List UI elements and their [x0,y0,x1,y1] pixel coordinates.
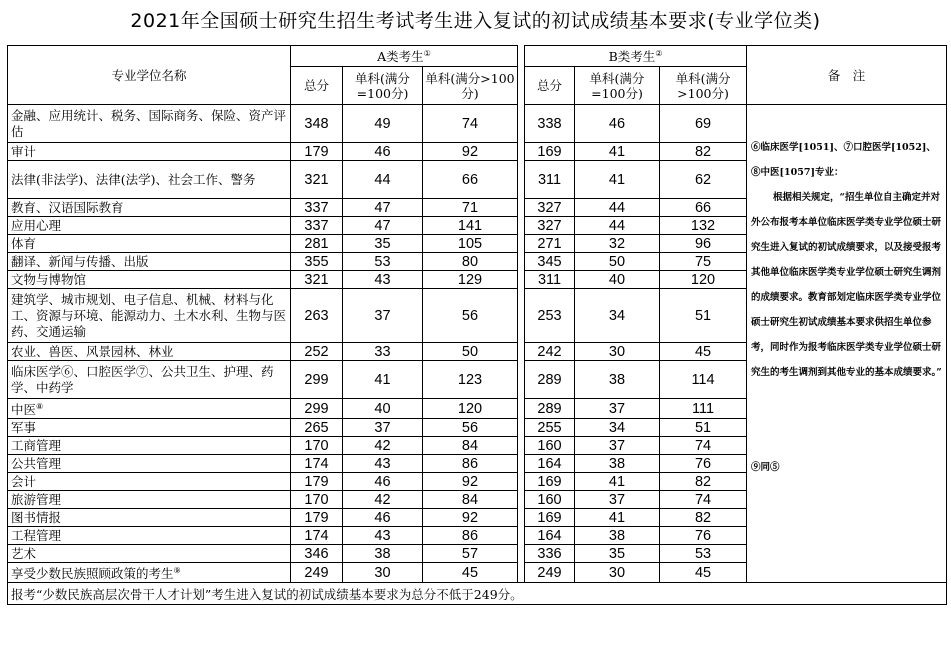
cell-a-s100: 37 [343,289,423,343]
row-name: 教育、汉语国际教育 [8,199,291,217]
cell-a-s100: 38 [343,545,423,563]
cell-b-total: 289 [525,399,575,419]
cell-b-sgt: 75 [660,253,747,271]
cell-a-total: 179 [291,509,343,527]
cell-a-sgt: 66 [423,161,518,199]
cell-a-sgt: 57 [423,545,518,563]
row-name: 公共管理 [8,455,291,473]
row-name: 文物与博物馆 [8,271,291,289]
header-a-total: 总分 [291,67,343,105]
cell-b-s100: 38 [575,361,660,399]
cell-a-sgt: 56 [423,289,518,343]
remarks-cell [747,105,947,583]
cell-a-total: 299 [291,399,343,419]
cell-b-s100: 37 [575,399,660,419]
row-name: 工商管理 [8,437,291,455]
cell-a-total: 337 [291,217,343,235]
cell-a-s100: 44 [343,161,423,199]
header-a-singlegt100: 单科(满分>100分) [423,67,518,105]
row-name: 审计 [8,143,291,161]
cell-b-sgt: 76 [660,455,747,473]
cell-b-s100: 41 [575,509,660,527]
cell-a-total: 263 [291,289,343,343]
cell-a-s100: 46 [343,143,423,161]
cell-b-total: 169 [525,473,575,491]
cell-b-sgt: 66 [660,199,747,217]
cell-b-s100: 37 [575,437,660,455]
cell-a-total: 179 [291,143,343,161]
cell-a-total: 346 [291,545,343,563]
cell-b-sgt: 69 [660,105,747,143]
cell-b-total: 255 [525,419,575,437]
cell-a-sgt: 129 [423,271,518,289]
remark-note-2: 根据相关规定，“招生单位自主确定并对外公布报考本单位临床医学类专业学位硕士研究生进入复试的初试成绩要求，以及接受报考其他单位临床医学类专业学位硕士研究生调剂的成绩要求。教育部划定临床医学类专业学位硕士研究生初试成绩基本要求供招生单位参考，同时作为报考临床医学类专业学位硕士研究生的考生调剂到其他专业的基本成绩要求。” [751,192,942,378]
cell-b-s100: 46 [575,105,660,143]
cell-b-s100: 38 [575,527,660,545]
footer-note: 报考“少数民族高层次骨干人才计划”考生进入复试的初试成绩基本要求为总分不低于249分。 [8,583,947,605]
cell-a-sgt: 84 [423,491,518,509]
cell-a-total: 249 [291,563,343,583]
cell-b-s100: 40 [575,271,660,289]
cell-b-s100: 50 [575,253,660,271]
row-name: 农业、兽医、风景园林、林业 [8,343,291,361]
cell-a-total: 170 [291,491,343,509]
cell-b-total: 169 [525,509,575,527]
cell-b-sgt: 45 [660,343,747,361]
cell-a-s100: 53 [343,253,423,271]
row-name: 临床医学⑥、口腔医学⑦、公共卫生、护理、药学、中药学 [8,361,291,399]
cell-a-s100: 46 [343,509,423,527]
cell-b-sgt: 132 [660,217,747,235]
cell-a-s100: 30 [343,563,423,583]
cell-a-total: 179 [291,473,343,491]
cell-a-sgt: 74 [423,105,518,143]
cell-a-s100: 43 [343,455,423,473]
cell-b-s100: 41 [575,143,660,161]
remark-note-1: ⑥临床医学[1051]、⑦口腔医学[1052]、⑧中医[1057]专业： [751,142,936,178]
row-name: 法律(非法学)、法律(法学)、社会工作、警务 [8,161,291,199]
cell-a-total: 252 [291,343,343,361]
cell-a-total: 321 [291,161,343,199]
cell-b-sgt: 45 [660,563,747,583]
cell-a-s100: 49 [343,105,423,143]
cell-a-total: 321 [291,271,343,289]
cell-b-total: 327 [525,199,575,217]
cell-a-s100: 47 [343,199,423,217]
cell-b-sgt: 120 [660,271,747,289]
cell-a-sgt: 86 [423,455,518,473]
cell-a-total: 348 [291,105,343,143]
cell-b-total: 327 [525,217,575,235]
cell-a-s100: 40 [343,399,423,419]
header-remark: 备 注 [747,46,947,105]
cell-b-total: 311 [525,161,575,199]
cell-b-sgt: 53 [660,545,747,563]
cell-a-sgt: 80 [423,253,518,271]
cell-b-total: 169 [525,143,575,161]
cell-a-sgt: 105 [423,235,518,253]
cell-a-sgt: 92 [423,143,518,161]
row-name: 艺术 [8,545,291,563]
cell-a-total: 355 [291,253,343,271]
header-b-total: 总分 [525,67,575,105]
table-row [8,105,947,143]
column-gap [518,46,525,105]
cell-b-total: 338 [525,105,575,143]
cell-a-sgt: 45 [423,563,518,583]
cell-b-sgt: 74 [660,437,747,455]
header-b-single100: 单科(满分=100分) [575,67,660,105]
cell-b-sgt: 82 [660,509,747,527]
header-group-b: B类考生② [525,46,747,67]
header-group-a: A类考生① [291,46,518,67]
cell-b-s100: 41 [575,161,660,199]
cell-b-total: 164 [525,455,575,473]
row-name: 工程管理 [8,527,291,545]
row-name: 体育 [8,235,291,253]
row-name: 翻译、新闻与传播、出版 [8,253,291,271]
cell-b-s100: 44 [575,217,660,235]
cell-b-sgt: 114 [660,361,747,399]
cell-b-total: 160 [525,491,575,509]
cell-a-s100: 33 [343,343,423,361]
cell-a-sgt: 92 [423,509,518,527]
cell-b-total: 311 [525,271,575,289]
cell-b-total: 164 [525,527,575,545]
cell-a-s100: 42 [343,491,423,509]
cell-b-sgt: 96 [660,235,747,253]
cell-a-total: 265 [291,419,343,437]
cell-a-sgt: 92 [423,473,518,491]
row-name: 建筑学、城市规划、电子信息、机械、材料与化工、资源与环境、能源动力、土木水利、生物与医药、交通运输 [8,289,291,343]
row-name: 军事 [8,419,291,437]
cell-a-s100: 41 [343,361,423,399]
cell-b-sgt: 62 [660,161,747,199]
cell-b-s100: 34 [575,419,660,437]
cell-a-total: 170 [291,437,343,455]
cell-b-total: 345 [525,253,575,271]
row-name: 应用心理 [8,217,291,235]
cell-b-sgt: 111 [660,399,747,419]
cell-a-s100: 35 [343,235,423,253]
cell-a-sgt: 84 [423,437,518,455]
cell-b-s100: 32 [575,235,660,253]
cell-b-s100: 35 [575,545,660,563]
cell-a-s100: 43 [343,271,423,289]
cell-b-s100: 30 [575,563,660,583]
cell-a-s100: 42 [343,437,423,455]
cell-b-total: 160 [525,437,575,455]
cell-b-total: 336 [525,545,575,563]
cell-b-s100: 30 [575,343,660,361]
row-name: 中医⑧ [8,399,291,419]
cell-a-sgt: 56 [423,419,518,437]
row-name: 金融、应用统计、税务、国际商务、保险、资产评估 [8,105,291,143]
cell-b-total: 253 [525,289,575,343]
cell-a-sgt: 120 [423,399,518,419]
cell-a-sgt: 71 [423,199,518,217]
cell-a-sgt: 141 [423,217,518,235]
cell-b-sgt: 76 [660,527,747,545]
header-name: 专业学位名称 [8,46,291,105]
cell-b-sgt: 51 [660,289,747,343]
cell-a-total: 337 [291,199,343,217]
cell-a-s100: 37 [343,419,423,437]
cell-b-sgt: 82 [660,473,747,491]
cell-b-s100: 34 [575,289,660,343]
cell-a-sgt: 123 [423,361,518,399]
row-name: 会计 [8,473,291,491]
cell-a-total: 281 [291,235,343,253]
row-name: 旅游管理 [8,491,291,509]
cell-a-total: 174 [291,527,343,545]
score-table [7,45,947,605]
cell-a-total: 174 [291,455,343,473]
cell-b-sgt: 51 [660,419,747,437]
cell-b-sgt: 82 [660,143,747,161]
cell-b-total: 249 [525,563,575,583]
cell-a-sgt: 50 [423,343,518,361]
remark-note-3: ⑨同⑤ [751,462,780,473]
cell-b-sgt: 74 [660,491,747,509]
cell-b-s100: 41 [575,473,660,491]
row-name: 图书情报 [8,509,291,527]
cell-a-s100: 47 [343,217,423,235]
cell-b-total: 242 [525,343,575,361]
cell-b-total: 271 [525,235,575,253]
header-a-single100: 单科(满分=100分) [343,67,423,105]
row-name: 享受少数民族照顾政策的考生⑨ [8,563,291,583]
cell-b-total: 289 [525,361,575,399]
table-body [8,105,947,583]
cell-a-s100: 46 [343,473,423,491]
column-gap [518,105,525,583]
page-title: 2021年全国硕士研究生招生考试考生进入复试的初试成绩基本要求(专业学位类) [130,10,821,32]
cell-b-s100: 38 [575,455,660,473]
cell-b-s100: 44 [575,199,660,217]
cell-a-s100: 43 [343,527,423,545]
cell-a-total: 299 [291,361,343,399]
cell-a-sgt: 86 [423,527,518,545]
header-b-singlegt100: 单科(满分>100分) [660,67,747,105]
cell-b-s100: 37 [575,491,660,509]
